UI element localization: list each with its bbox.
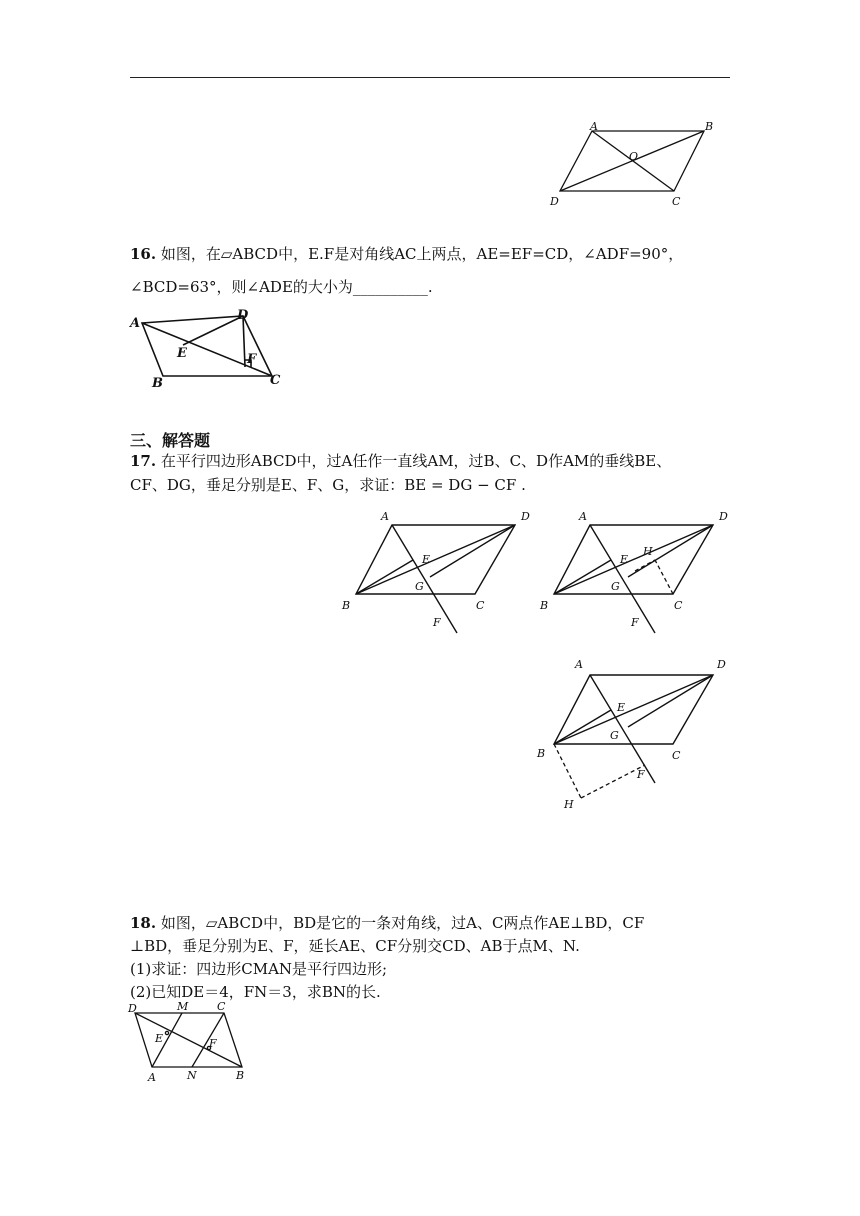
q18-text-4: (2)已知DE＝4，FN＝3，求BN的长. [130,983,381,1001]
q18-text-1: 如图，▱ABCD中，BD是它的一条对角线，过A、C两点作AE⊥BD，CF [160,914,645,932]
label-N: N [187,1069,197,1082]
q17-number: 17. [130,452,157,470]
q15-parallelogram-figure [540,115,720,215]
label-G: G [610,729,619,742]
label-D: D [717,658,726,671]
label-O: O [629,150,639,163]
label-F: F [209,1037,217,1050]
q16-line-1 [130,243,683,265]
label-B: B [236,1069,245,1082]
label-D: D [521,510,530,523]
q16-number: 16. [130,245,157,263]
label-H: H [564,798,574,811]
label-B: B [152,376,163,391]
label-D: D [128,1002,137,1015]
label-B: B [540,599,549,612]
q18-parallelogram-figure [124,1000,254,1088]
label-G: G [611,580,620,593]
label-M: M [177,1000,189,1013]
label-A: A [381,510,389,523]
q17-figure-2 [533,505,738,645]
q17-line-1 [130,450,671,472]
label-C: C [672,195,681,208]
q18-text-3: (1)求证：四边形CMAN是平行四边形; [130,960,388,978]
label-D: D [719,510,728,523]
label-C: C [217,1000,226,1013]
label-C: C [476,599,485,612]
label-D: D [550,195,559,208]
label-H: H [643,545,653,558]
q17-text-1: 在平行四边形ABCD中，过A任作一直线AM，过B、C、D作AM的垂线BE、 [160,452,672,470]
q16-text-1: 如图，在▱ABCD中，E.F是对角线AC上两点，AE=EF=CD，∠ADF=90°， [160,245,684,263]
label-F: F [631,616,639,629]
q18-line-2 [130,935,580,957]
label-B: B [537,747,546,760]
q18-line-3 [130,958,387,980]
label-E: E [422,553,431,566]
label-A: A [148,1071,156,1084]
label-A: A [575,658,583,671]
label-D: D [237,308,249,323]
q16-parallelogram-figure [125,305,290,393]
label-E: E [620,553,629,566]
label-A: A [590,120,598,133]
q16-line-2 [130,276,433,298]
label-A: A [130,316,141,331]
label-E: E [155,1032,164,1045]
q17-line-2 [130,474,526,496]
q18-text-2: ⊥BD，垂足分别为E、F，延长AE、CF分别交CD、AB于点M、N. [130,937,580,955]
q17-figure-1 [335,505,540,645]
label-B: B [342,599,351,612]
label-A: A [579,510,587,523]
label-E: E [177,346,187,361]
q17-text-2: CF、DG，垂足分别是E、F、G，求证：BE = DG − CF . [130,476,526,494]
label-F: F [433,616,441,629]
section-heading: 三、解答题 [130,431,211,450]
label-F: F [247,352,257,367]
q18-number: 18. [130,914,157,932]
q17-figure-3 [533,655,738,820]
q16-text-2: ∠BCD=63°，则∠ADE的大小为__________. [130,278,433,296]
label-C: C [672,749,681,762]
label-C: C [270,373,281,388]
header-rule [130,77,730,78]
label-C: C [674,599,683,612]
q18-line-1 [130,912,644,934]
label-G: G [415,580,424,593]
label-F: F [637,768,645,781]
label-E: E [617,701,626,714]
label-B: B [705,120,714,133]
